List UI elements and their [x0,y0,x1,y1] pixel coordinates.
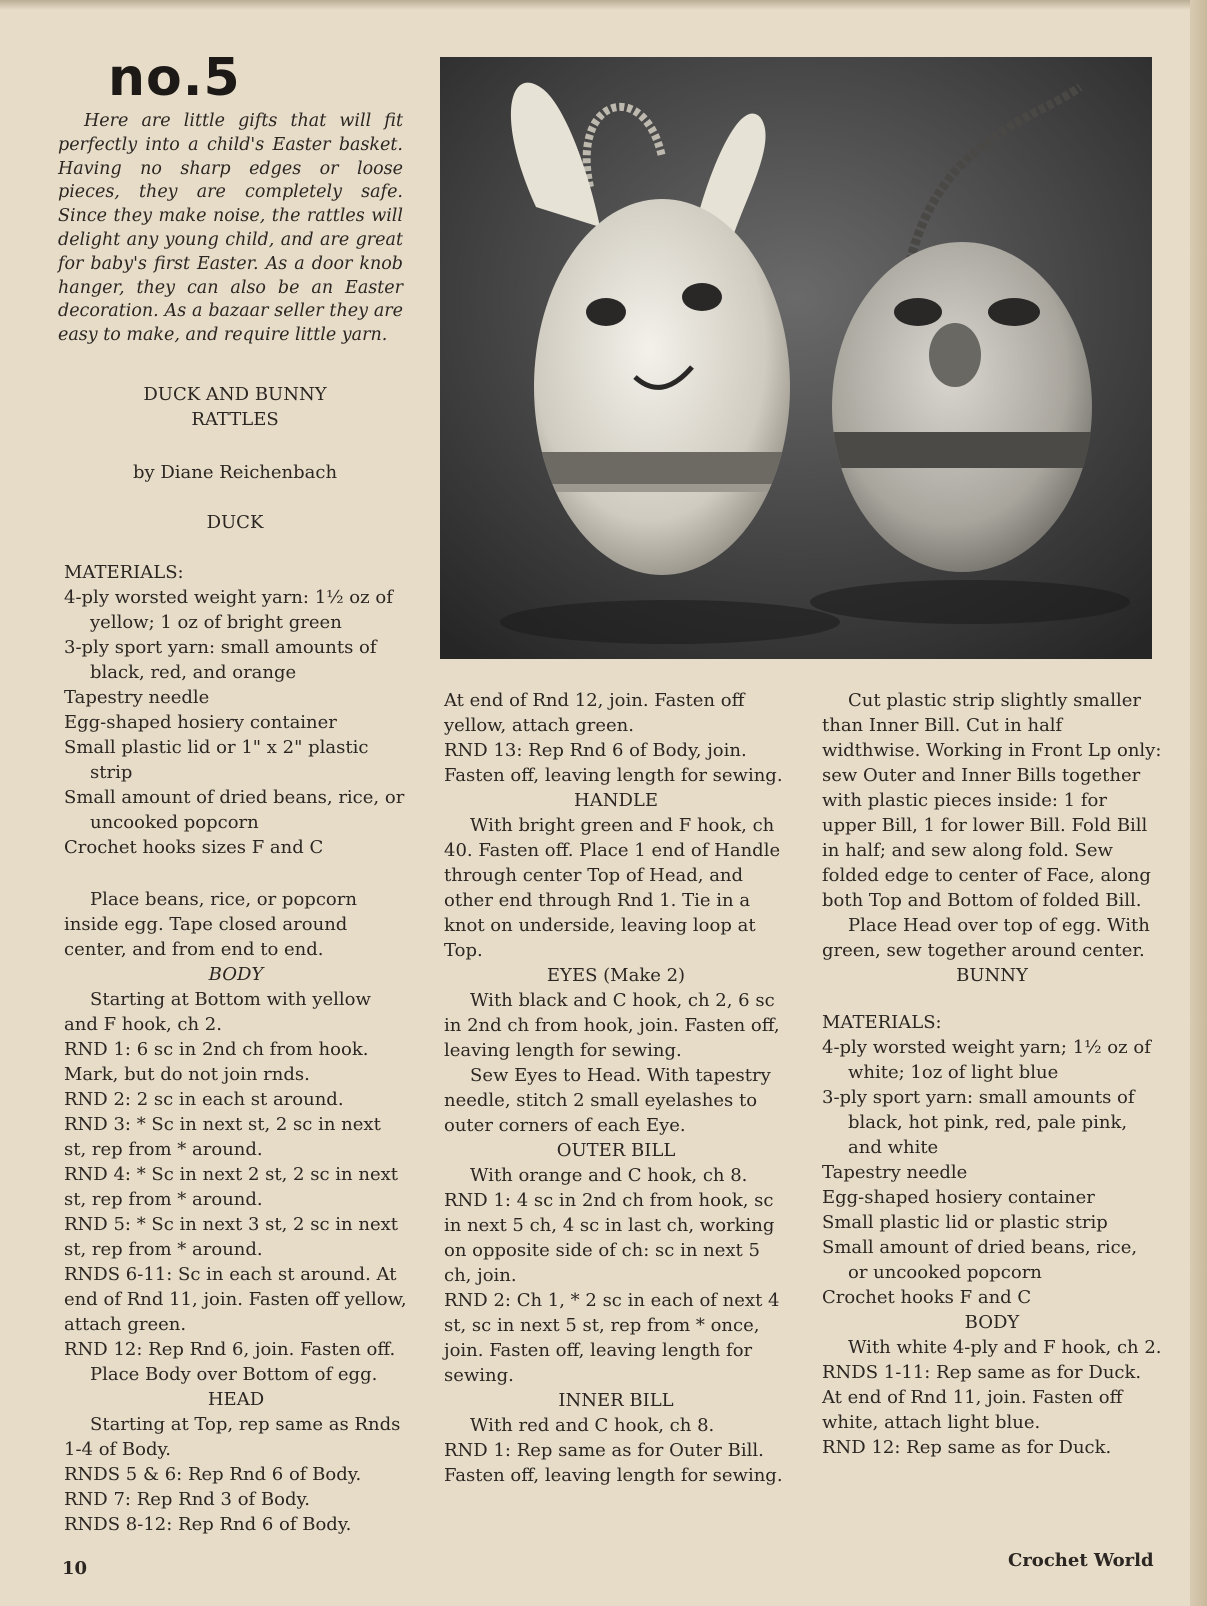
intro-paragraph: Here are little gifts that will fit perfectly into a child's Easter basket. Having no sharp edges or loose pieces, they are completely safe. Since they make noise, the rattles will delight any young child, and are great for baby's first Easter. As a door knob hanger, they can also be an Easter decoration. As a bazaar seller they are easy to make, and require little yarn. [58,111,403,346]
duck-materials [64,560,408,860]
magazine-name: Crochet World [1008,1550,1154,1571]
page-edge [1190,0,1207,1606]
pattern-title-line2: RATTLES [191,409,279,430]
list-item: Small plastic lid or 1" x 2" plastic strip [64,737,369,783]
duck-body-round: RND 5: * Sc in next 3 st, 2 sc in next st, rep from * around. [64,1214,398,1260]
bunny-body-round: RNDS 1-11: Rep same as for Duck. At end of Rnd 11, join. Fasten off white, attach light blue. [822,1362,1142,1433]
col3-instructions [822,688,1162,1460]
byline: by Diane Reichenbach [132,462,338,483]
duck-col1-instructions [64,887,408,1537]
duck-inner-bill-rnd1: RND 1: Rep same as for Outer Bill. Fasten off, leaving length for sewing. [444,1440,783,1486]
duck-handle-heading: HANDLE [574,790,658,811]
pattern-title [100,382,370,432]
duck-head-intro: Starting at Top, rep same as Rnds 1-4 of Body. [64,1414,401,1460]
duck-assembly: Cut plastic strip slightly smaller than Inner Bill. Cut in half widthwise. Working in Front Lp only: sew Outer and Inner Bills together with plastic pieces inside: 1 for upper Bill, 1 for lower Bill. Fold Bill in half; and sew along fold. Sew folded edge to center of Face, along both Top and Bottom of folded Bill. [822,690,1162,911]
duck-eyes-heading: EYES (Make 2) [546,965,686,986]
duck-col2-instructions [444,688,788,1488]
duck-handle-text: With bright green and F hook, ch 40. Fasten off. Place 1 end of Handle through center Top of Head, and other end through Rnd 1. Tie in a knot on underside, leaving loop at Top. [444,815,781,961]
duck-body-round: RND 2: 2 sc in each st around. [64,1089,344,1110]
duck-body-round: RNDS 6-11: Sc in each st around. At end of Rnd 11, join. Fasten off yellow, attach green. [64,1264,407,1335]
list-item: 3-ply sport yarn: small amounts of black, hot pink, red, pale pink, and white [822,1087,1135,1158]
list-item: Egg-shaped hosiery container [64,712,337,733]
bunny-heading: BUNNY [956,965,1028,986]
list-item: Small amount of dried beans, rice, or uncooked popcorn [822,1237,1138,1283]
rattles-photo [440,57,1152,659]
list-item: Small amount of dried beans, rice, or uncooked popcorn [64,787,405,833]
duck-body-place: Place Body over Bottom of egg. [90,1364,378,1385]
duck-body-round: RND 1: 6 sc in 2nd ch from hook. Mark, but do not join rnds. [64,1039,369,1085]
duck-head-end: At end of Rnd 12, join. Fasten off yellow, attach green. [444,690,745,736]
list-item: 4-ply worsted weight yarn: 1½ oz of yellow; 1 oz of bright green [64,587,393,633]
duck-body-round: RND 3: * Sc in next st, 2 sc in next st, rep from * around. [64,1114,381,1160]
duck-head-round: RNDS 8-12: Rep Rnd 6 of Body. [64,1514,352,1535]
duck-body-heading: BODY [208,964,264,985]
bunny-body-heading: BODY [964,1312,1020,1333]
duck-head-rnd13: RND 13: Rep Rnd 6 of Body, join. Fasten off, leaving length for sewing. [444,740,783,786]
bunny-body-round: RND 12: Rep same as for Duck. [822,1437,1112,1458]
pattern-title-line1: DUCK AND BUNNY [143,384,327,405]
duck-inner-bill-intro: With red and C hook, ch 8. [470,1415,715,1436]
bunny-materials-list [822,1035,1162,1310]
list-item: 3-ply sport yarn: small amounts of black, red, and orange [64,637,377,683]
list-item: Crochet hooks F and C [822,1287,1032,1308]
duck-finish: Place Head over top of egg. With green, sew together around center. [822,915,1150,961]
bunny-materials-heading: MATERIALS: [822,1012,942,1033]
duck-head-round: RNDS 5 & 6: Rep Rnd 6 of Body. [64,1464,362,1485]
list-item: 4-ply worsted weight yarn; 1½ oz of white; 1oz of light blue [822,1037,1151,1083]
duck-eyes-text: With black and C hook, ch 2, 6 sc in 2nd ch from hook, join. Fasten off, leaving length for sewing. [444,990,780,1061]
page-number: 10 [62,1558,88,1579]
list-item: Egg-shaped hosiery container [822,1187,1095,1208]
article-number-title: no.5 [108,48,241,108]
list-item: Tapestry needle [822,1162,968,1183]
list-item: Small plastic lid or plastic strip [822,1212,1108,1233]
duck-body-round: RND 12: Rep Rnd 6, join. Fasten off. [64,1339,396,1360]
duck-inner-bill-heading: INNER BILL [558,1390,674,1411]
duck-outer-bill-heading: OUTER BILL [556,1140,676,1161]
list-item: Crochet hooks sizes F and C [64,837,324,858]
duck-materials-list [64,585,408,860]
list-item: Tapestry needle [64,687,210,708]
duck-head-heading: HEAD [207,1389,265,1410]
duck-prep: Place beans, rice, or popcorn inside egg. Tape closed around center, and from end to end. [64,889,357,960]
duck-eyes-sew: Sew Eyes to Head. With tapestry needle, stitch 2 small eyelashes to outer corners of each Eye. [444,1065,771,1136]
bunny-and-duck-rattles-image [440,57,1152,659]
duck-outer-bill-round: RND 2: Ch 1, * 2 sc in each of next 4 st, sc in next 5 st, rep from * once, join. Fasten off, leaving length for sewing. [444,1290,780,1386]
top-shadow [0,0,1207,10]
duck-outer-bill-intro: With orange and C hook, ch 8. [470,1165,748,1186]
duck-head-round: RND 7: Rep Rnd 3 of Body. [64,1489,311,1510]
duck-outer-bill-round: RND 1: 4 sc in 2nd ch from hook, sc in next 5 ch, 4 sc in last ch, working on opposite side of ch: sc in next 5 ch, join. [444,1190,775,1286]
duck-body-round: RND 4: * Sc in next 2 st, 2 sc in next st, rep from * around. [64,1164,398,1210]
bunny-body-intro: With white 4-ply and F hook, ch 2. [848,1337,1162,1358]
duck-heading: DUCK [206,512,264,533]
duck-materials-heading: MATERIALS: [64,562,184,583]
duck-body-intro: Starting at Bottom with yellow and F hook, ch 2. [64,989,371,1035]
